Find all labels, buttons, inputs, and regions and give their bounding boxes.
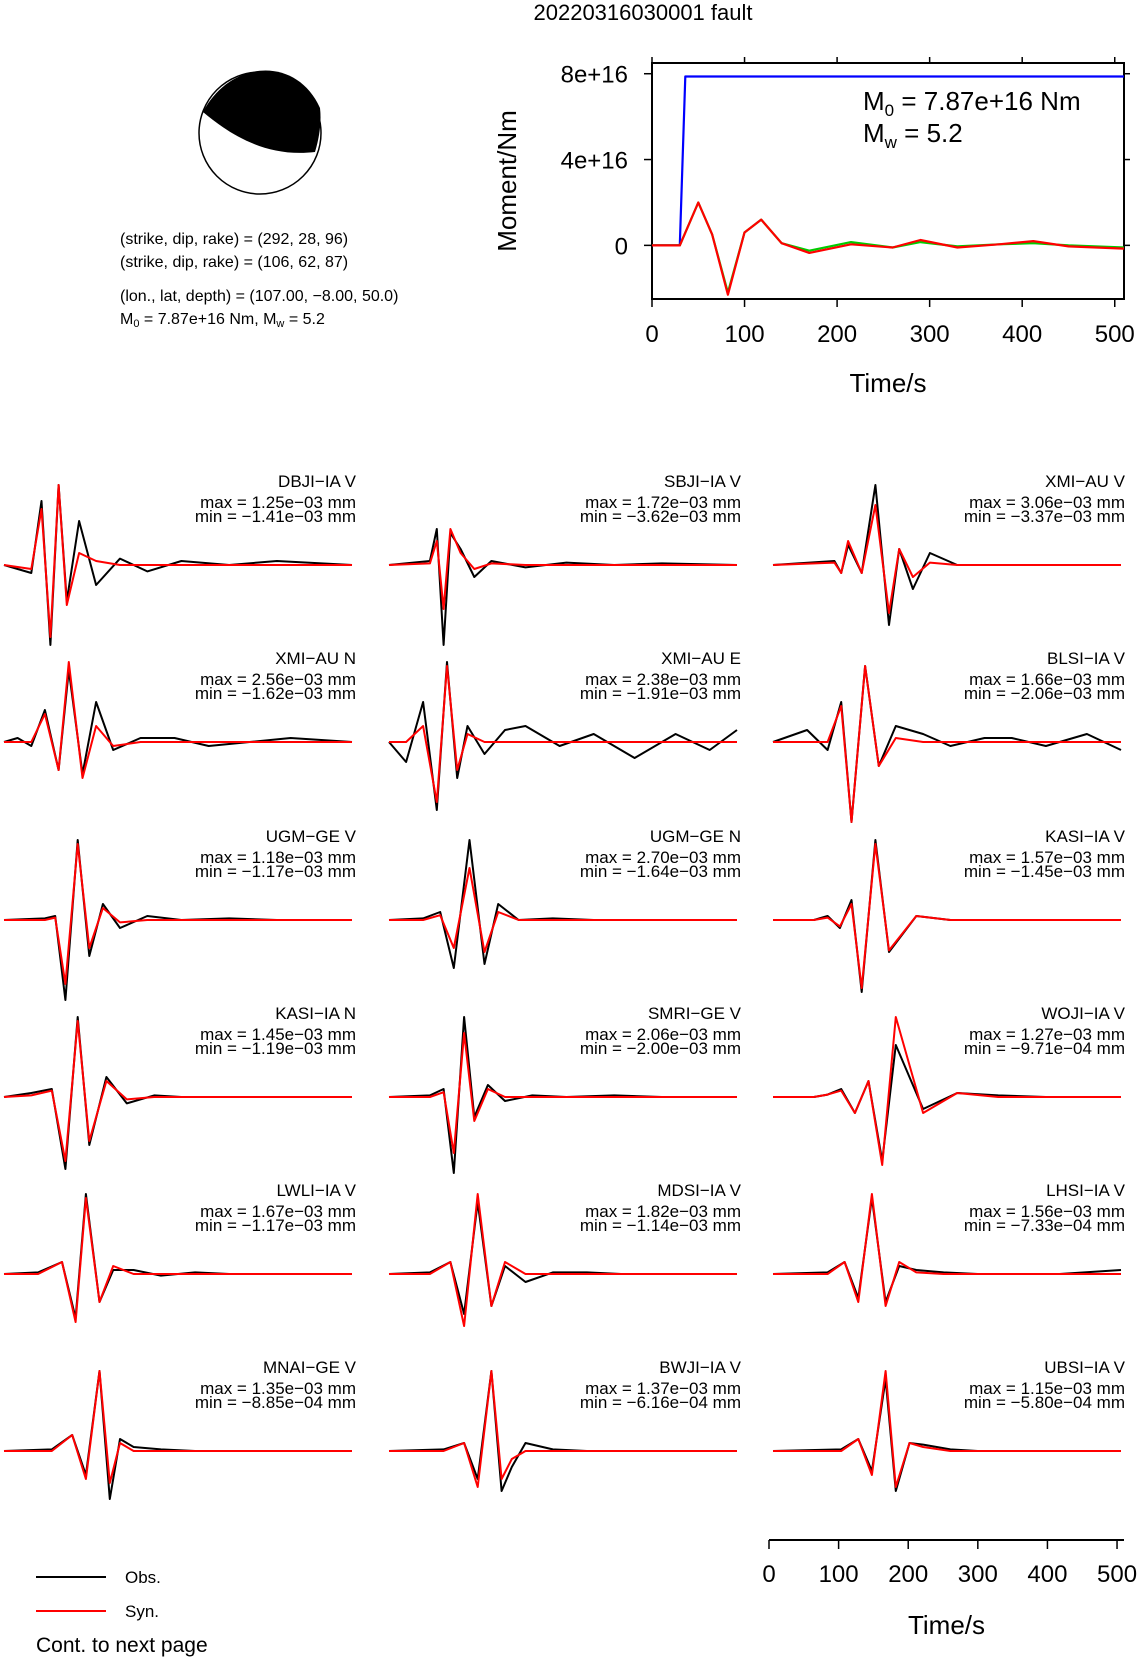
moment-x-tick-label: 0 [645, 321, 659, 348]
max-amplitude-label: max = 3.06e−03 mm [969, 493, 1125, 512]
waveform-panel [389, 827, 741, 968]
min-amplitude-label: min = −1.64e−03 mm [579, 862, 741, 881]
waveform-panel [773, 649, 1126, 822]
min-amplitude-label: min = −8.85e−04 mm [194, 1393, 356, 1412]
time-axis-tick-label: 300 [957, 1561, 998, 1588]
min-amplitude-label: min = −1.91e−03 mm [579, 684, 741, 703]
min-amplitude-label: min = −2.00e−03 mm [579, 1039, 741, 1058]
legend-syn-label: Syn. [125, 1602, 160, 1621]
moment-value: 7.87e+16 Nm [157, 311, 255, 328]
min-amplitude-label: min = −9.71e−04 mm [963, 1039, 1125, 1058]
time-axis-tick-label: 100 [818, 1561, 859, 1588]
waveform-panel [389, 649, 741, 810]
waveform-panel [389, 1004, 742, 1173]
max-amplitude-label: max = 2.56e−03 mm [200, 670, 356, 689]
waveform-panel [4, 1358, 357, 1499]
waveform-panel [773, 1004, 1126, 1165]
time-axis-tick-label: 0 [762, 1561, 776, 1588]
station-label: BLSI−IA V [1047, 649, 1125, 668]
max-amplitude-label: max = 2.38e−03 mm [585, 670, 741, 689]
max-amplitude-label: max = 1.57e−03 mm [969, 848, 1125, 867]
min-amplitude-label: min = −6.16e−04 mm [579, 1393, 741, 1412]
station-label: MNAI−GE V [262, 1358, 356, 1377]
min-amplitude-label: min = −1.45e−03 mm [963, 862, 1125, 881]
station-label: BWJI−IA V [659, 1358, 741, 1377]
waveform-panels [4, 472, 1126, 1499]
station-label: SMRI−GE V [647, 1004, 741, 1023]
mw-annotation: $M_w = 5.2$ [863, 118, 963, 152]
focal-mechanism-beachball [199, 71, 321, 194]
min-amplitude-label: min = −1.17e−03 mm [194, 862, 356, 881]
station-label: MDSI−IA V [657, 1181, 741, 1200]
station-label: UGM−GE N [649, 827, 741, 846]
min-amplitude-label: min = −5.80e−04 mm [963, 1393, 1125, 1412]
station-label: UGM−GE V [265, 827, 356, 846]
min-amplitude-label: min = −7.33e−04 mm [963, 1216, 1125, 1235]
station-label: UBSI−IA V [1044, 1358, 1125, 1377]
max-amplitude-label: max = 1.35e−03 mm [200, 1379, 356, 1398]
station-label: KASI−IA V [1045, 827, 1125, 846]
min-amplitude-label: min = −3.37e−03 mm [963, 507, 1125, 526]
min-amplitude-label: min = −2.06e−03 mm [963, 684, 1125, 703]
max-amplitude-label: max = 1.25e−03 mm [200, 493, 356, 512]
moment-y-axis-label: Moment/Nm [492, 110, 522, 252]
waveform-panel [4, 1181, 357, 1322]
time-axis-label: Time/s [907, 1610, 986, 1640]
moment-y-tick-label: 0 [614, 233, 628, 261]
waveform-panel [773, 1358, 1126, 1491]
station-label: LWLI−IA V [276, 1181, 356, 1200]
station-label: XMI−AU V [1045, 472, 1125, 491]
min-amplitude-label: min = −3.62e−03 mm [579, 507, 741, 526]
moment-series-line-2 [652, 203, 1124, 295]
moment-magnitude-summary: $M_0 = 7.87e+16$ Nm, $M_w = 5.2$ [120, 311, 325, 330]
station-label: SBJI−IA V [663, 472, 741, 491]
max-amplitude-label: max = 1.15e−03 mm [969, 1379, 1125, 1398]
min-amplitude-label: min = −1.14e−03 mm [579, 1216, 741, 1235]
station-label: XMI−AU N [275, 649, 356, 668]
max-amplitude-label: max = 1.82e−03 mm [585, 1202, 741, 1221]
nodal-plane-1: (strike, dip, rake) = (292, 28, 96) [120, 231, 349, 248]
min-amplitude-label: min = −1.17e−03 mm [194, 1216, 356, 1235]
moment-x-tick-label: 500 [1094, 321, 1135, 348]
max-amplitude-label: max = 1.67e−03 mm [200, 1202, 356, 1221]
max-amplitude-label: max = 1.27e−03 mm [969, 1025, 1125, 1044]
waveform-panel [4, 472, 357, 645]
time-axis-tick-label: 200 [888, 1561, 929, 1588]
waveform-panel [4, 1004, 356, 1169]
waveform-panel [4, 827, 357, 1000]
max-amplitude-label: max = 2.70e−03 mm [585, 848, 741, 867]
station-label: DBJI−IA V [278, 472, 356, 491]
waveform-time-axis [762, 1540, 1137, 1640]
moment-x-tick-label: 400 [1002, 321, 1043, 348]
station-label: WOJI−IA V [1041, 1004, 1125, 1023]
moment-x-tick-label: 100 [724, 321, 765, 348]
continuation-note: Cont. to next page [36, 1634, 208, 1657]
waveform-panel [773, 472, 1126, 625]
waveform-panel [389, 1358, 742, 1491]
nodal-plane-2: (strike, dip, rake) = (106, 62, 87) [120, 254, 349, 271]
legend [36, 1568, 161, 1621]
waveform-panel [773, 827, 1126, 992]
moment-x-tick-label: 300 [909, 321, 950, 348]
waveform-panel [4, 649, 356, 778]
observed-waveform [773, 1045, 1121, 1161]
legend-obs-label: Obs. [125, 1568, 161, 1587]
max-amplitude-label: max = 1.37e−03 mm [585, 1379, 741, 1398]
waveform-panel [389, 1181, 742, 1326]
station-label: XMI−AU E [661, 649, 741, 668]
station-label: KASI−IA N [275, 1004, 356, 1023]
moment-x-axis-label: Time/s [849, 368, 927, 398]
mw-value: 5.2 [302, 311, 325, 328]
min-amplitude-label: min = −1.41e−03 mm [194, 507, 356, 526]
time-axis-tick-label: 500 [1097, 1561, 1138, 1588]
max-amplitude-label: max = 1.56e−03 mm [969, 1202, 1125, 1221]
min-amplitude-label: min = −1.19e−03 mm [194, 1039, 356, 1058]
station-label: LHSI−IA V [1046, 1181, 1125, 1200]
moment-y-tick-label: 4e+16 [560, 147, 628, 175]
m0-annotation: $M_0 = 7.87e+16$ Nm [863, 86, 1081, 120]
waveform-panel [773, 1181, 1126, 1306]
max-amplitude-label: max = 1.45e−03 mm [200, 1025, 356, 1044]
min-amplitude-label: min = −1.62e−03 mm [194, 684, 356, 703]
max-amplitude-label: max = 2.06e−03 mm [585, 1025, 741, 1044]
time-axis-tick-label: 400 [1027, 1561, 1068, 1588]
waveform-panel [389, 472, 742, 645]
moment-x-tick-label: 200 [817, 321, 858, 348]
moment-y-tick-label: 8e+16 [560, 61, 628, 89]
figure-title: 20220316030001 fault [533, 0, 753, 25]
m0-annotation-value: 7.87e+16 Nm [923, 86, 1081, 116]
mw-annotation-value: 5.2 [926, 118, 963, 148]
max-amplitude-label: max = 1.66e−03 mm [969, 670, 1125, 689]
max-amplitude-label: max = 1.72e−03 mm [585, 493, 741, 512]
hypocenter-location: (lon., lat, depth) = (107.00, −8.00, 50.0) [120, 288, 399, 305]
max-amplitude-label: max = 1.18e−03 mm [200, 848, 356, 867]
